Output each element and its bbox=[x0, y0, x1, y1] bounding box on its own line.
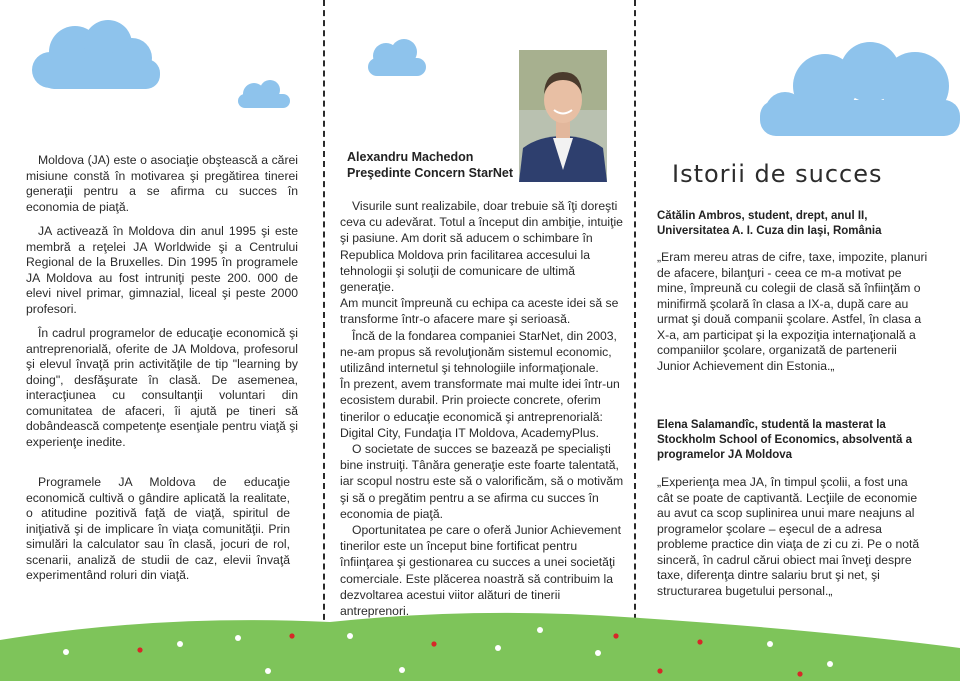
speaker-name: Alexandru Machedon bbox=[347, 150, 474, 164]
column-1-intro bbox=[26, 153, 298, 459]
story-2-quote: „Experienţa mea JA, în timpul şcolii, a fost una cât se poate de captivantă. Lecţiile de economie au avut ca scop suplinirea unui mare neajuns al programelor şcolare – eşecul de a adresa probleme practice din viaţa de zi cu zi. Pe o notă sinceră, în cadrul cărui obiect mai înveţi despre taxe, diferenţa dintre salariu brut şi net, şi structurarea bugetului personal.„ bbox=[657, 475, 920, 598]
cloud-top-left bbox=[20, 14, 170, 94]
paragraph: Moldova (JA) este o asociaţie obştească a cărei misiune constă în motivarea şi pregătirea tinerei generaţii pentru a se afirma cu succes în economia de piaţă. bbox=[26, 153, 298, 214]
paragraph: JA activează în Moldova din anul 1995 şi este membră a reţelei JA Worldwide şi a Centrului Regional de la Bruxelles. Din 1995 în programele JA Moldova au fost intruniţi peste 200. 000 de elevi nivel primar, gimnazial, liceal şi peste 2000 profesori. bbox=[26, 224, 298, 316]
paragraph: Am muncit împreună cu echipa ca aceste idei să se transforme într-o afacere mare şi serioasă. bbox=[340, 296, 619, 327]
cloud-small-left bbox=[232, 76, 296, 112]
section-title: Istorii de succes bbox=[672, 160, 883, 188]
cloud-top-right bbox=[755, 40, 960, 140]
paragraph: Visurile sunt realizabile, doar trebuie să îţi doreşti ceva cu adevărat. Totul a început din ambiţie, intuiţie şi pasiune. Am dorit să aducem o schimbare în Republica Moldova prin facilitarea accesului la tehnologii şi soluţii de comunicare de ultimă generaţie. bbox=[340, 199, 623, 295]
story-1-heading: Cătălin Ambros, student, drept, anul II, Universitatea A. I. Cuza din Iaşi, România bbox=[657, 210, 882, 237]
paragraph: O societate de succes se bazează pe specialişti bine instruiţi. Tânăra generaţie este foarte talentată, iar scopul nostru este să o valorificăm, să o motivăm şi să o pregătim pentru a se afirma cu succes în economia de piaţă. bbox=[340, 442, 624, 521]
story-2-heading: Elena Salamandîc, studentă la masterat la Stockholm School of Economics, absolventă a programelor JA Moldova bbox=[657, 419, 912, 461]
column-2-speech bbox=[340, 198, 632, 635]
speaker-role: Preşedinte Concern StarNet bbox=[347, 166, 514, 180]
story-1-quote: „Eram mereu atras de cifre, taxe, impozite, planuri de afacere, bilanţuri - ceea ce m-a motivat pe mine, împreună cu colegii de clasă să înfiinţăm o minifirmă şcolară în clasa a IX-a, după care au urmat şi două companii şcolare. Astfel, în clasa a X-a, am participat şi la expoziţia internaţională a companiilor şcolare, organizată de partenerii Junior Achievement din Estonia.„ bbox=[657, 250, 928, 373]
paragraph: Încă de la fondarea companiei StarNet, din 2003, ne-am propus să revoluţionăm sistemul economic, utilizând internetul şi tehnologiile informaţionale. bbox=[340, 328, 617, 376]
grass-meadow bbox=[0, 600, 960, 681]
portrait-photo bbox=[519, 50, 607, 182]
paragraph: În prezent, avem transformate mai multe idei într-un ecosistem durabil. Prin proiecte concrete, oferim tinerilor o educaţie economică şi antreprenorială: Digital City, Fundaţia IT Moldova, AcademyPlus. bbox=[340, 377, 620, 440]
column-1-programs bbox=[26, 475, 290, 593]
paragraph: Oportunitatea pe care o oferă Junior Achievement tinerilor este un început bine fortificat pentru înfiinţarea şi gestionarea cu succes a unei societăţi comerciale. Este plăcerea noastră să contribuim la dezvoltarea acestui viitor alături de tinerii antreprenori. bbox=[340, 523, 621, 619]
fold-divider-left bbox=[323, 0, 325, 640]
cloud-center bbox=[362, 34, 432, 80]
paragraph: În cadrul programelor de educaţie economică şi antreprenorială, oferite de JA Moldova, profesorul şi elevul învaţă prin activităţile de tip "learning by doing", desfăşurate în clasă. De asemenea, interacţiunea cu consultanţii voluntari din comunitatea de afaceri, îi ajută pe tineri să dobândească competenţe esenţiale pentru viaţă şi experienţe inedite. bbox=[26, 326, 298, 449]
paragraph: Programele JA Moldova de educaţie economică cultivă o gândire aplicată la realitate, o atitudine pozitivă faţă de viaţă, spiritul de iniţiativă şi de implicare în viaţa comunităţii. Prin simulări la calculator sau în clasă, jocuri de rol, scenarii, analiză de studii de caz, elevii învaţă experimentând roluri din viaţă. bbox=[26, 475, 290, 582]
fold-divider-right bbox=[634, 0, 636, 640]
